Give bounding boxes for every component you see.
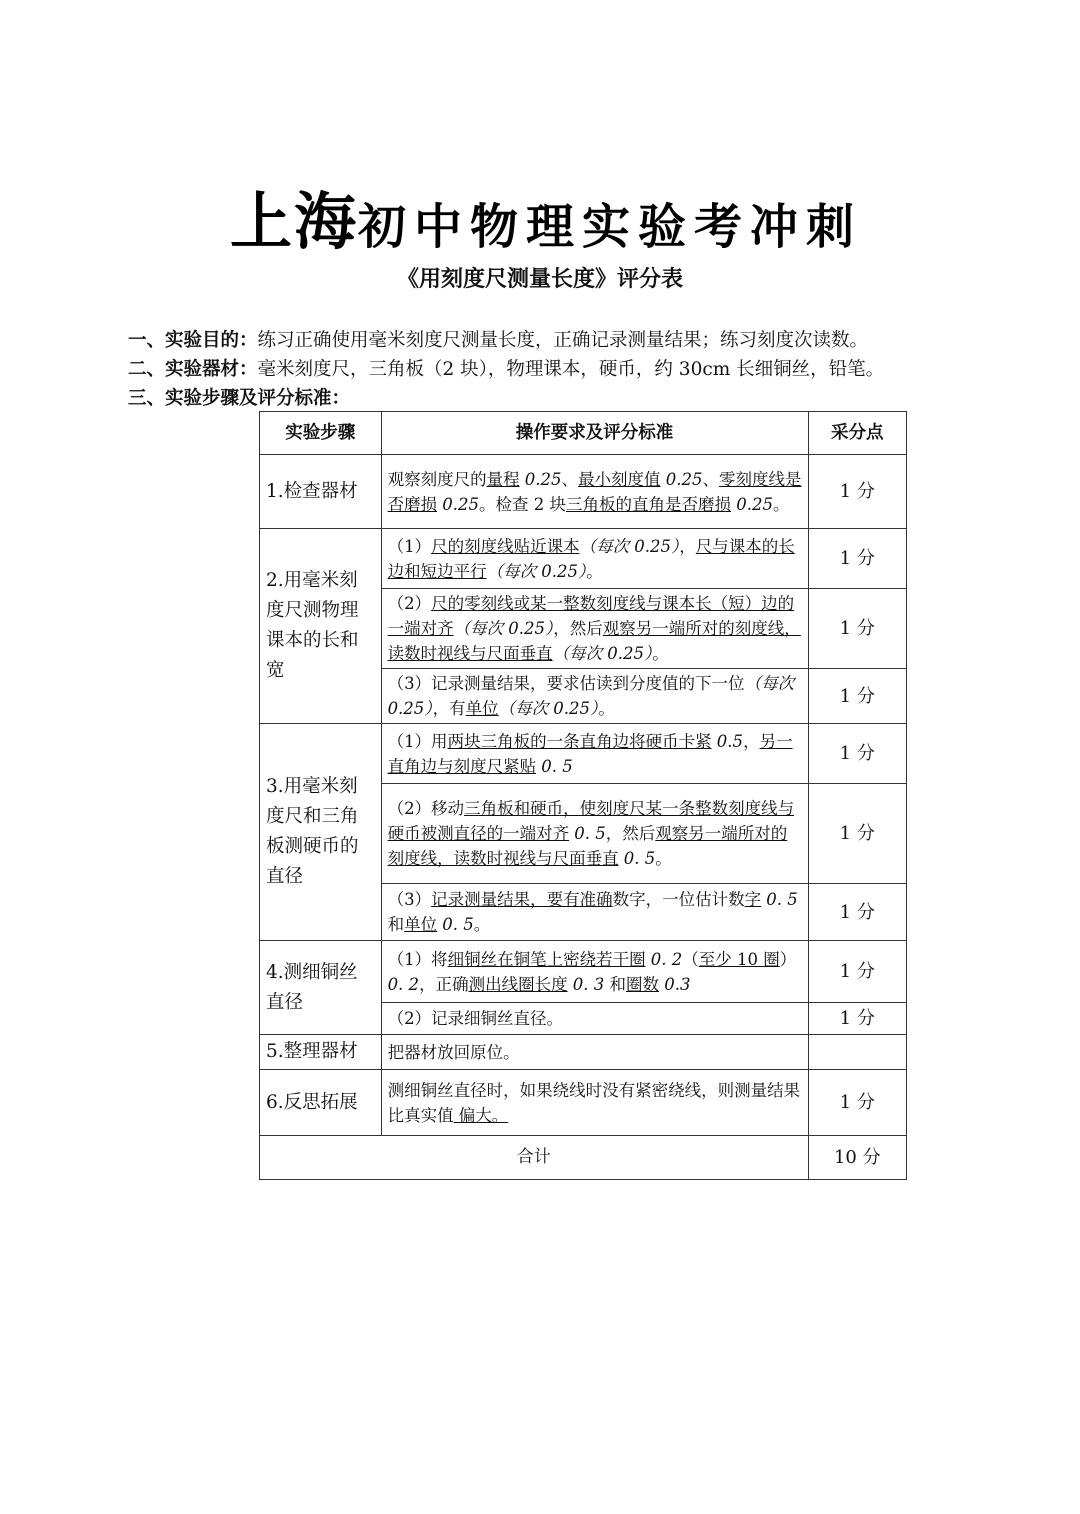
points-cell: 1 分: [808, 1070, 906, 1136]
req-key-point: 尺的零刻线或某一整数刻度线与课本长（短）边的一端对齐: [387, 594, 795, 638]
req-score: 0.25: [519, 469, 562, 489]
requirement-cell: [381, 529, 808, 589]
req-text: 、: [561, 469, 579, 489]
intro-section: [128, 326, 884, 413]
req-score: 0. 2: [387, 974, 420, 994]
req-key-point: 三角板和硬币，使刻度尺某一条整数刻度线与硬币被测直径的一端对齐: [387, 799, 795, 843]
intro-purpose-key: 一、实验目的：: [128, 330, 258, 351]
req-text: ，有: [432, 699, 466, 718]
req-text: ）: [779, 949, 797, 969]
req-text: 测细铜丝直径时，如果绕线时没有紧密绕线，则测量结果比真实值: [387, 1080, 801, 1125]
req-text: （2）: [387, 594, 432, 613]
step-cell: 2.用毫米刻度尺测物理课本的长和宽: [260, 529, 382, 724]
points-cell: 1 分: [808, 669, 906, 724]
req-text: 。: [655, 849, 672, 868]
req-text: 。检查 2 块: [479, 494, 567, 514]
req-text: （2）移动: [387, 799, 465, 818]
total-row: [260, 1136, 907, 1180]
req-text: （3）: [387, 890, 432, 909]
banner-title: [230, 172, 930, 258]
req-score: 0. 5: [569, 824, 606, 843]
intro-equipment-text: 毫米刻度尺，三角板（2 块），物理课本，硬币，约 30cm 长细铜丝，铅笔。: [257, 359, 885, 380]
header-points: 采分点: [808, 412, 906, 455]
score-table: [259, 411, 907, 1180]
req-text: 数字，一位估计数: [612, 890, 745, 909]
req-text: （1）: [387, 536, 432, 556]
requirement-cell: [381, 884, 808, 941]
req-text: 。: [598, 699, 615, 718]
req-key-point: 最小刻度值: [578, 469, 661, 489]
req-text: ，正确: [419, 974, 469, 994]
req-score: （每次 0.25）: [579, 536, 680, 556]
intro-equipment: [128, 355, 884, 384]
step-cell: 4.测细铜丝直径: [260, 941, 382, 1035]
req-text: （1）将: [387, 949, 448, 969]
req-key-point: 观察另一端所对的刻度线，读数时视线与尺面垂直: [387, 824, 788, 868]
req-text: 。: [473, 915, 491, 934]
req-score: 0.25: [731, 494, 774, 514]
intro-equipment-key: 二、实验器材：: [128, 359, 258, 380]
req-text: 。: [652, 644, 669, 663]
req-key-point: 两块三角板的一条直角边将硬币卡紧: [447, 731, 712, 751]
req-key-point: 记录测量结果，要有准确: [431, 890, 613, 909]
requirement-cell: [381, 669, 808, 724]
req-text: 和: [604, 974, 627, 994]
header-step: 实验步骤: [260, 412, 382, 455]
intro-steps-key: 三、实验步骤及评分标准：: [128, 388, 351, 409]
intro-purpose-text: 练习正确使用毫米刻度尺测量长度，正确记录测量结果；练习刻度次读数。: [257, 330, 869, 351]
req-key-point: 圈数: [626, 974, 660, 994]
answer-blank: 偏大。: [453, 1105, 509, 1125]
requirement-cell: [381, 724, 808, 784]
req-key-point: 尺与课本的长边和短边平行: [387, 536, 795, 581]
req-key-point: 细铜丝在铜笔上密绕若干圈: [447, 949, 646, 969]
req-score: 0.5: [711, 731, 744, 751]
table-row: [260, 941, 907, 1003]
req-key-point: 测出线圈长度: [468, 974, 568, 994]
req-key-point: 字: [744, 890, 762, 909]
req-text: （1）用: [387, 731, 448, 751]
req-score: 0.25: [437, 494, 480, 514]
table-row: [260, 1070, 907, 1136]
req-score: （每次 0.25）: [387, 674, 795, 718]
req-text: ，: [679, 536, 696, 556]
req-key-point: 尺的刻度线贴近课本: [431, 536, 580, 556]
requirement-cell: [381, 941, 808, 1003]
table-row: [260, 529, 907, 589]
req-key-point: 观察另一端所对的刻度线，读数时视线与尺面垂直: [387, 619, 801, 663]
requirement-cell: [381, 784, 808, 884]
points-cell: [808, 1035, 906, 1070]
intro-steps: [128, 384, 884, 413]
req-text: 、: [702, 469, 720, 489]
req-text: ，: [743, 731, 760, 751]
table-row: [260, 1035, 907, 1070]
requirement-cell: [381, 1070, 808, 1136]
req-key-point: 量程: [486, 469, 520, 489]
points-cell: 1 分: [808, 724, 906, 784]
req-key-point: 单位: [465, 699, 499, 718]
points-cell: 1 分: [808, 884, 906, 941]
requirement-cell: （2）记录细铜丝直径。: [381, 1003, 808, 1035]
points-cell: 1 分: [808, 589, 906, 669]
requirement-cell: [381, 455, 808, 529]
req-text: 和: [387, 915, 405, 934]
points-cell: 1 分: [808, 1003, 906, 1035]
points-cell: 1 分: [808, 529, 906, 589]
req-score: 0. 5: [618, 849, 656, 868]
step-cell: 1.检查器材: [260, 455, 382, 529]
requirement-cell: 把器材放回原位。: [381, 1035, 808, 1070]
points-cell: 1 分: [808, 941, 906, 1003]
step-cell: 6.反思拓展: [260, 1070, 382, 1136]
req-key-point: 单位: [404, 915, 438, 934]
table-header-row: [260, 412, 907, 455]
points-cell: 1 分: [808, 455, 906, 529]
total-label: 合计: [260, 1136, 809, 1180]
req-score: 0. 5: [536, 756, 573, 776]
table-row: [260, 455, 907, 529]
req-text: ，然后: [553, 619, 603, 638]
requirement-cell: [381, 589, 808, 669]
req-text: 。: [586, 561, 603, 581]
req-score: （每次 0.25）: [552, 644, 653, 663]
req-text: （: [682, 949, 699, 969]
req-score: 0.25: [660, 469, 703, 489]
req-key-point: 三角板的直角是否磨损: [566, 494, 732, 514]
req-score: （每次 0.25）: [453, 619, 554, 638]
intro-purpose: [128, 326, 884, 355]
points-cell: 1 分: [808, 784, 906, 884]
req-key-point: 至少 10 圈: [698, 949, 780, 969]
req-text: （3）记录测量结果，要求估读到分度值的下一位: [387, 674, 745, 693]
req-score: 0. 5: [437, 915, 474, 934]
banner-part2: 初中物理实验考冲刺: [358, 199, 863, 255]
req-score: 0. 2: [645, 949, 683, 969]
req-score: 0. 3: [567, 974, 605, 994]
req-key-point: 另一直角边与刻度尺紧贴: [387, 731, 793, 776]
req-text: ，然后: [605, 824, 656, 843]
req-text: 。: [773, 494, 790, 514]
table-row: [260, 724, 907, 784]
req-score: 0.3: [659, 974, 691, 994]
page-title: 《用刻度尺测量长度》评分表: [396, 266, 683, 292]
req-score: 0. 5: [761, 890, 798, 909]
req-key-point: 零刻度线是否磨损: [387, 469, 802, 514]
banner-part1: 上海: [230, 185, 359, 258]
req-score: （每次 0.25）: [486, 561, 587, 581]
step-cell: 5.整理器材: [260, 1035, 382, 1070]
step-cell: 3.用毫米刻度尺和三角板测硬币的直径: [260, 724, 382, 941]
total-points: 10 分: [808, 1136, 906, 1180]
req-score: （每次 0.25）: [498, 699, 599, 718]
req-text: 观察刻度尺的: [387, 469, 487, 489]
header-requirements: 操作要求及评分标准: [381, 412, 808, 455]
